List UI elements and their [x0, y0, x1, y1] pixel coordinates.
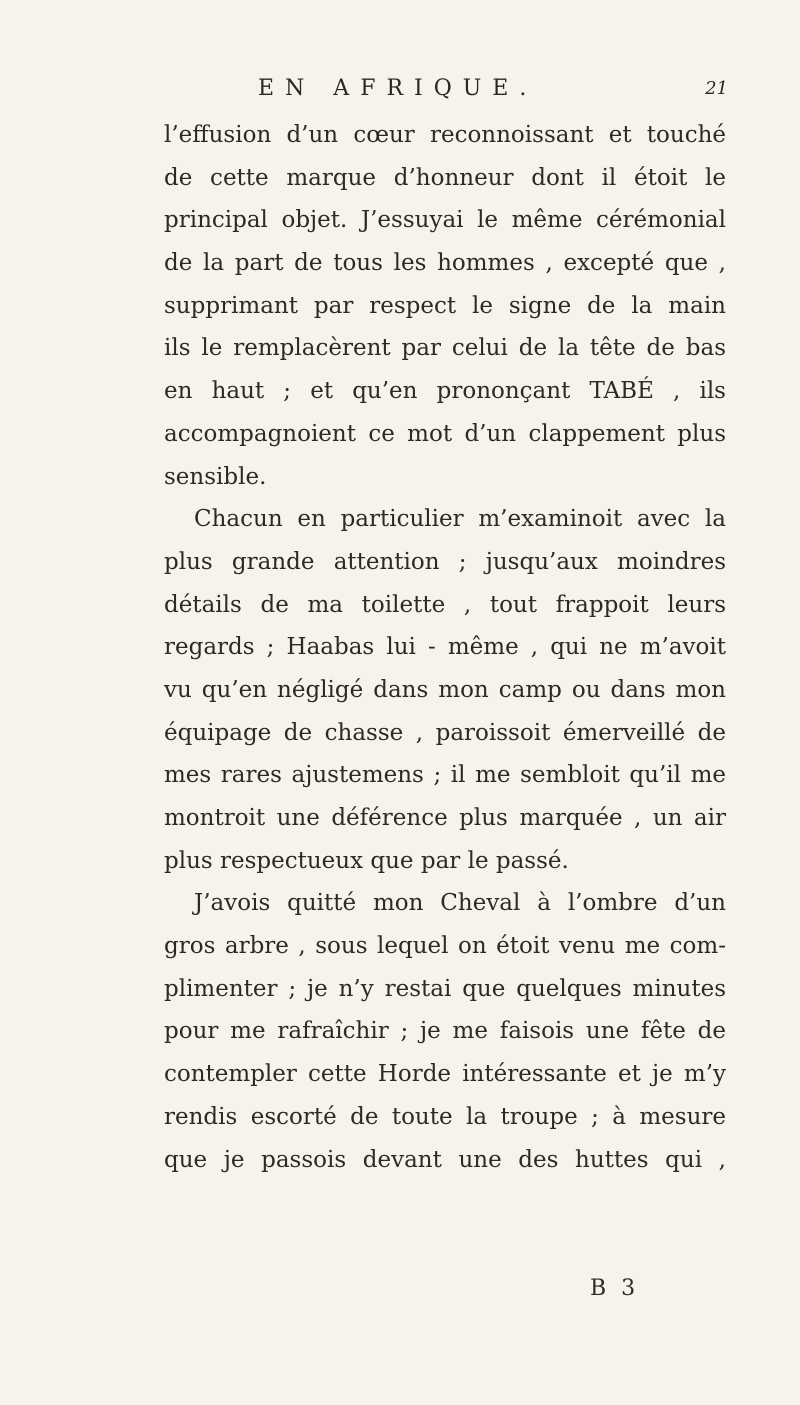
text-line: Chacun en particulier m’examinoit avec la [194, 506, 726, 533]
text-line: que je passois devant une des huttes qui , [164, 1146, 726, 1173]
text-line: regards ; Haabas lui - même , qui ne m’avoit [164, 634, 726, 661]
text-line: contempler cette Horde intéressante et je m’y [164, 1061, 726, 1088]
body-text [164, 114, 726, 1181]
text-line: pour me rafraîchir ; je me faisois une fête de [164, 1018, 726, 1045]
text-line: plimenter ; je n’y restai que quelques minutes [164, 975, 726, 1002]
text-line: montroit une déférence plus marquée , un air [164, 805, 726, 831]
text-line: accompagnoient ce mot d’un clappement plus [164, 420, 726, 447]
text-line: vu qu’en négligé dans mon camp ou dans mon [164, 676, 726, 703]
text-line: plus grande attention ; jusqu’aux moindres [164, 548, 726, 575]
text-line: rendis escorté de toute la troupe ; à mesure [164, 1103, 726, 1130]
text-line: en haut ; et qu’en prononçant TABÉ , ils [164, 378, 726, 405]
text-line: sensible. [164, 463, 267, 490]
text-line: équipage de chasse , paroissoit émerveillé de [164, 719, 726, 746]
text-line: J’avois quitté mon Cheval à l’ombre d’un [194, 890, 726, 917]
text-line: détails de ma toilette , tout frappoit leurs [164, 591, 726, 618]
running-head [258, 76, 728, 116]
text-line: gros arbre , sous lequel on étoit venu me com- [164, 933, 726, 960]
text-line: plus respectueux que par le passé. [164, 847, 569, 874]
signature-mark: B 3 [590, 1276, 640, 1301]
text-line: de cette marque d’honneur dont il étoit le [164, 164, 726, 191]
page-number: 21 [705, 78, 728, 99]
text-line: mes rares ajustemens ; il me sembloit qu’il me [164, 762, 726, 789]
text-line: supprimant par respect le signe de la main [164, 292, 726, 319]
text-line: de la part de tous les hommes , excepté que , [164, 250, 726, 277]
running-head-title: EN AFRIQUE. [258, 76, 538, 101]
text-line: principal objet. J’essuyai le même cérémonial [164, 207, 726, 234]
text-line: ils le remplacèrent par celui de la tête de bas [164, 335, 726, 362]
text-line: l’effusion d’un cœur reconnoissant et touché [164, 122, 726, 148]
